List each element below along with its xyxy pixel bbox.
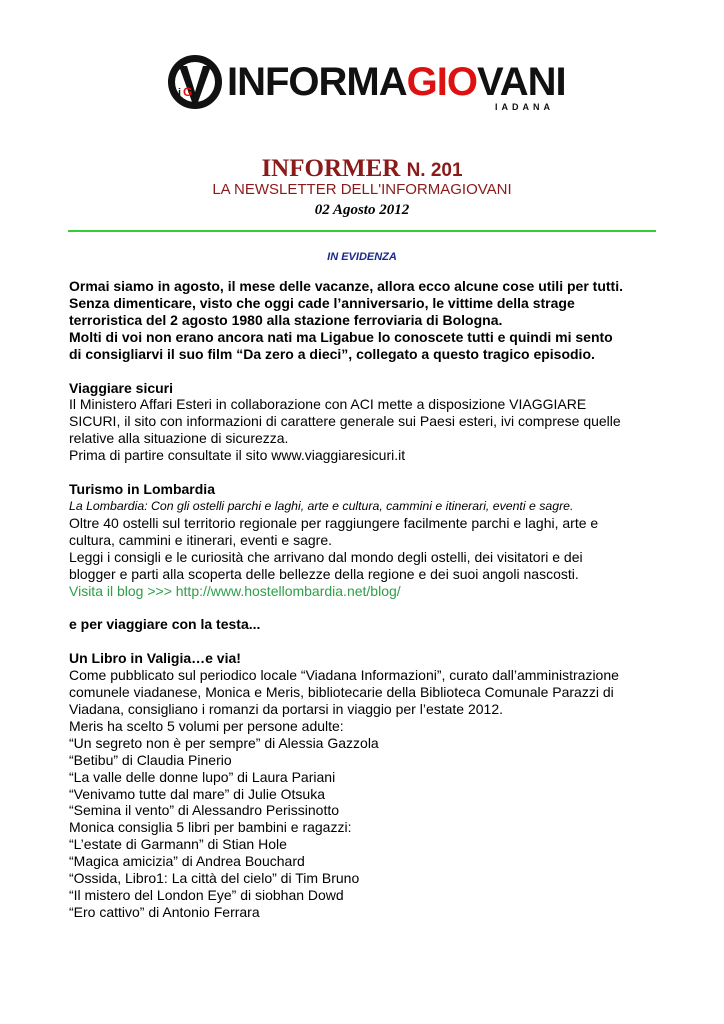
body-line: Oltre 40 ostelli sul territorio regionale per raggiungere facilmente parchi e laghi, arte e	[69, 514, 599, 531]
book-item: “Il mistero del London Eye” di siobhan Dowd	[69, 887, 344, 903]
issue-number: N. 201	[406, 160, 463, 181]
intro-line: Senza dimenticare, visto che oggi cade l’anniversario, le vittime della strage	[69, 294, 575, 311]
newsletter-date: 02 Agosto 2012	[314, 202, 410, 218]
body-line: comunele viadanese, Monica e Meris, bibliotecarie della Biblioteca Comunale Parazzi di	[69, 684, 614, 701]
book-item: “Ero cattivo” di Antonio Ferrara	[69, 903, 260, 920]
body-line: blogger e parti alla scoperta delle bellezze della regione e dei suoi angoli nascosti.	[69, 565, 579, 582]
intro-paragraph	[69, 278, 659, 363]
body-line: SICURI, il sito con informazioni di carattere generale sui Paesi esteri, ivi comprese quelle	[69, 413, 621, 430]
section-heading: Turismo in Lombardia	[69, 481, 215, 498]
book-item: “Magica amicizia” di Andrea Bouchard	[69, 853, 305, 870]
section-heading: Viaggiare sicuri	[69, 379, 174, 396]
blog-link[interactable]: Visita il blog >>> http://www.hostellombardia.net/blog/	[69, 582, 401, 599]
intro-line: Ormai siamo in agosto, il mese delle vacanze, allora ecco alcune cose utili per tutti.	[69, 278, 623, 294]
body-line: cultura, cammini e itinerari, eventi e sagre.	[69, 531, 332, 548]
body-line: Meris ha scelto 5 volumi per persone adulte:	[69, 717, 344, 734]
body-line: Viadana, consigliano i romanzi da portarsi in viaggio per l’estate 2012.	[69, 701, 504, 718]
book-item: “L’estate di Garmann” di Stian Hole	[69, 836, 287, 853]
book-item: “Venivamo tutte dal mare” di Julie Otsuka	[69, 785, 326, 802]
body-line: Leggi i consigli e le curiosità che arrivano dal mondo degli ostelli, dei visitatori e dei	[69, 548, 583, 565]
section-heading: e per viaggiare con la testa...	[69, 616, 261, 633]
section-turismo	[69, 481, 659, 599]
book-item: “Un segreto non è per sempre” di Alessia Gazzola	[69, 734, 379, 751]
section-heading: Un Libro in Valigia…e via!	[69, 650, 241, 667]
section-viaggiare	[69, 380, 659, 465]
section-label: IN EVIDENZA	[327, 251, 397, 263]
newsletter-subtitle: LA NEWSLETTER DELL'INFORMAGIOVANI	[212, 181, 512, 198]
book-item: “Ossida, Libro1: La città del cielo” di Tim Bruno	[69, 870, 360, 887]
book-item: “La valle delle donne lupo” di Laura Pariani	[69, 768, 336, 785]
section-libro	[69, 650, 659, 921]
title-text: INFORMER	[261, 155, 401, 182]
svg-text:G: G	[183, 85, 193, 99]
header-divider	[68, 230, 656, 232]
intro-line: terroristica del 2 agosto 1980 alla stazione ferroviaria di Bologna.	[69, 311, 503, 328]
body-line: Il Ministero Affari Esteri in collaborazione con ACI mette a disposizione VIAGGIARE	[69, 396, 587, 413]
intro-line: Molti di voi non erano ancora nati ma Ligabue lo conoscete tutti e quindi mi sento	[69, 328, 613, 345]
book-item: “Betibu” di Claudia Pinerio	[69, 751, 232, 768]
intro-line: di consigliarvi il suo film “Da zero a dieci”, collegato a questo tragico episodio.	[69, 345, 595, 362]
informagiovani-logo	[165, 52, 566, 114]
logo-subtitle: IADANA	[495, 102, 554, 112]
body-line: Monica consiglia 5 libri per bambini e ragazzi:	[69, 819, 352, 836]
body-line: Come pubblicato sul periodico locale “Viadana Informazioni”, curato dall’amministrazione	[69, 667, 619, 684]
svg-text:i: i	[178, 87, 182, 99]
body-line: relative alla situazione di sicurezza.	[69, 430, 289, 447]
body-line: Prima di partire consultate il sito www.viaggiaresicuri.it	[69, 447, 406, 464]
newsletter-body	[69, 278, 659, 921]
igv-logo-icon	[165, 52, 225, 112]
newsletter-title	[0, 155, 724, 183]
section-tagline: La Lombardia: Con gli ostelli parchi e laghi, arte e cultura, cammini e itinerari, eventi e sagre.	[69, 498, 574, 513]
logo-wordmark: INFORMAGIOVANI	[227, 60, 566, 104]
book-item: “Semina il vento” di Alessandro Perissinotto	[69, 802, 340, 819]
